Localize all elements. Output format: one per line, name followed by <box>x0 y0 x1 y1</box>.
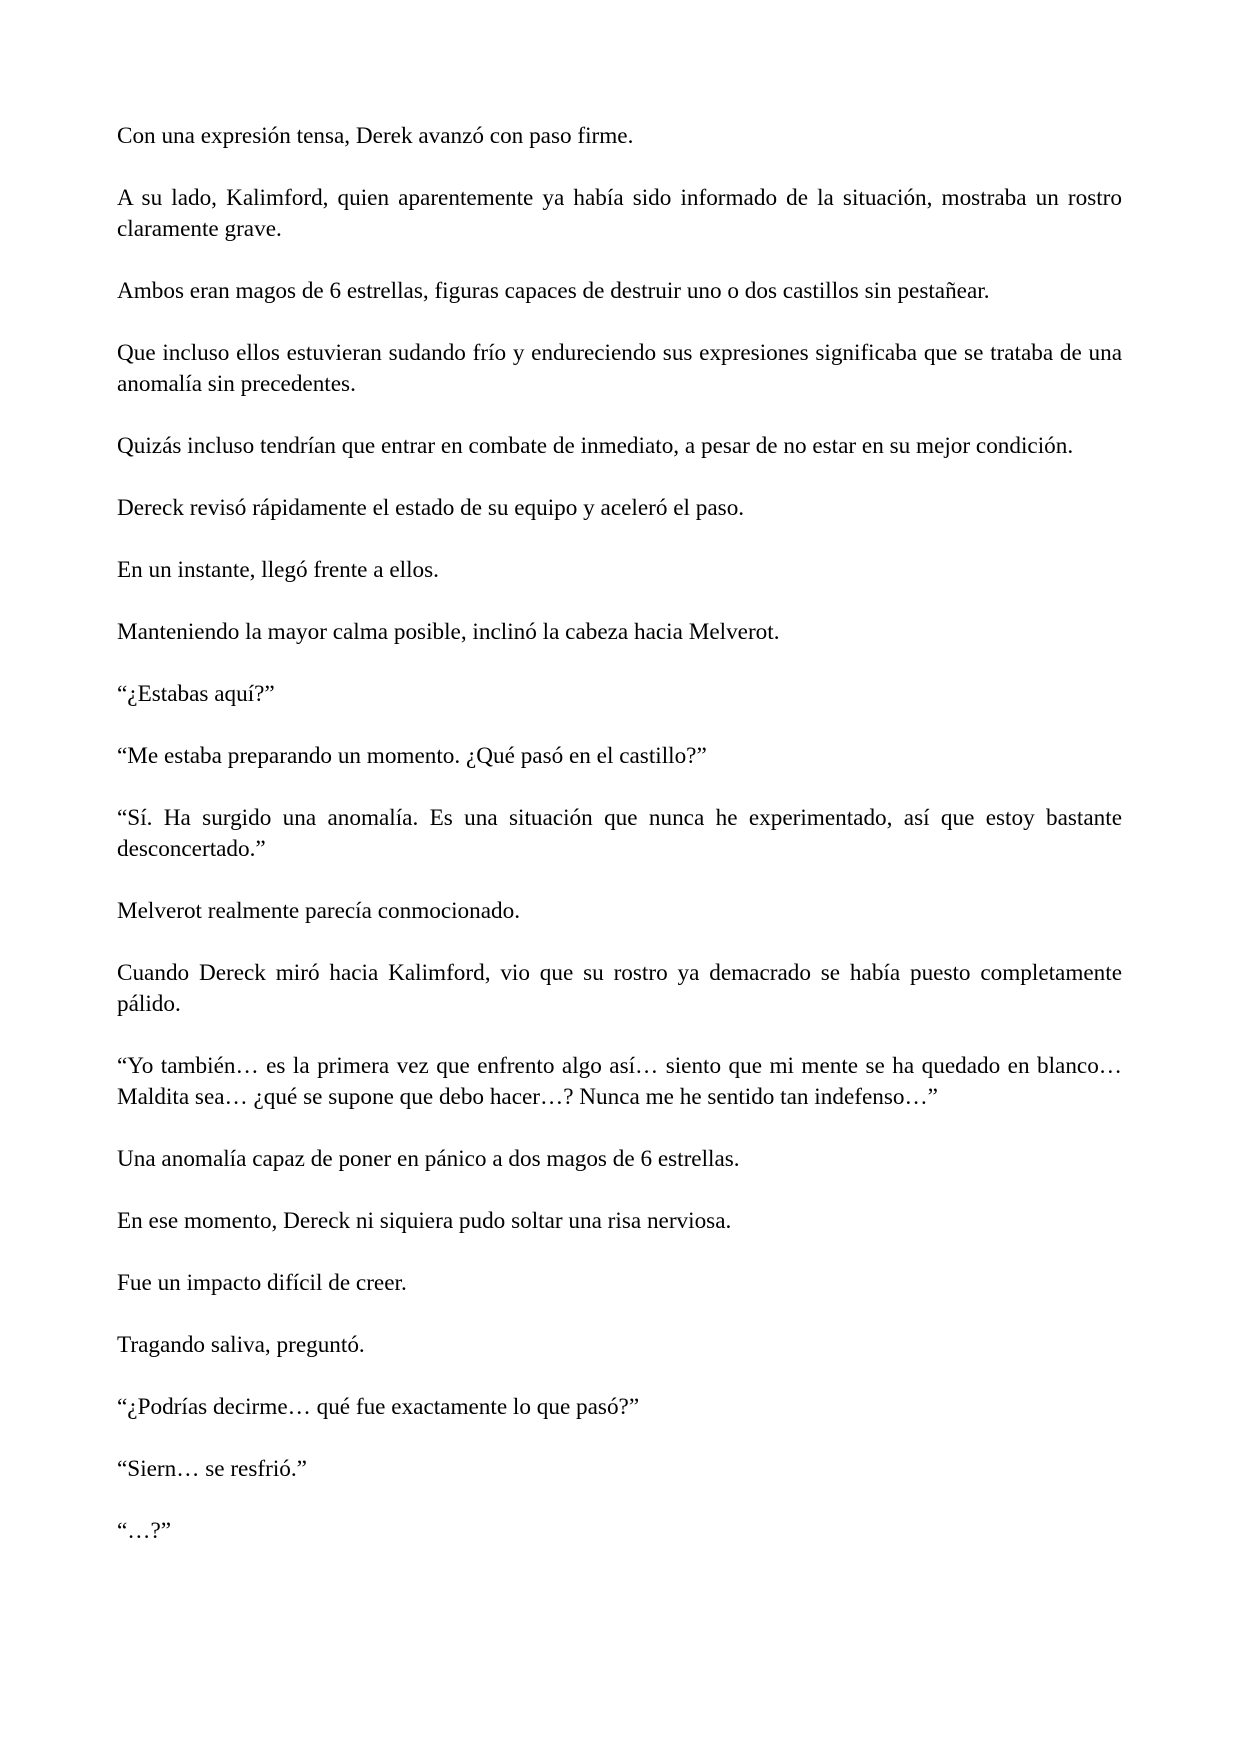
paragraph: Tragando saliva, preguntó. <box>117 1332 365 1358</box>
paragraph: Dereck revisó rápidamente el estado de su equipo y aceleró el paso. <box>117 495 745 521</box>
paragraph: Fue un impacto difícil de creer. <box>117 1270 407 1296</box>
dialogue-line: “…?” <box>117 1518 172 1544</box>
body-text <box>117 121 1122 1578</box>
paragraph: Cuando Dereck miró hacia Kalimford, vio que su rostro ya demacrado se había puesto completamente pálido. <box>117 960 1122 1017</box>
paragraph: Ambos eran magos de 6 estrellas, figuras capaces de destruir uno o dos castillos sin pestañear. <box>117 278 990 304</box>
paragraph: Que incluso ellos estuvieran sudando frío y endureciendo sus expresiones significaba que se trataba de una anomalía sin precedentes. <box>117 340 1122 397</box>
paragraph: En ese momento, Dereck ni siquiera pudo soltar una risa nerviosa. <box>117 1208 732 1234</box>
paragraph: Manteniendo la mayor calma posible, inclinó la cabeza hacia Melverot. <box>117 619 780 645</box>
dialogue-line: “Yo también… es la primera vez que enfrento algo así… siento que mi mente se ha quedado en blanco… Maldita sea… ¿qué se supone que debo hacer…? Nunca me he sentido tan indefenso…” <box>117 1053 1122 1110</box>
paragraph: Quizás incluso tendrían que entrar en combate de inmediato, a pesar de no estar en su mejor condición. <box>117 433 1074 459</box>
paragraph: En un instante, llegó frente a ellos. <box>117 557 439 583</box>
paragraph: A su lado, Kalimford, quien aparentemente ya había sido informado de la situación, mostraba un rostro claramente grave. <box>117 185 1122 242</box>
dialogue-line: “Sí. Ha surgido una anomalía. Es una situación que nunca he experimentado, así que estoy bastante desconcertado.” <box>117 805 1122 862</box>
paragraph: Melverot realmente parecía conmocionado. <box>117 898 521 924</box>
dialogue-line: “¿Estabas aquí?” <box>117 681 275 707</box>
dialogue-line: “Me estaba preparando un momento. ¿Qué pasó en el castillo?” <box>117 743 707 769</box>
paragraph: Con una expresión tensa, Derek avanzó con paso firme. <box>117 123 634 149</box>
dialogue-line: “Siern… se resfrió.” <box>117 1456 307 1482</box>
paragraph: Una anomalía capaz de poner en pánico a dos magos de 6 estrellas. <box>117 1146 740 1172</box>
dialogue-line: “¿Podrías decirme… qué fue exactamente lo que pasó?” <box>117 1394 640 1420</box>
